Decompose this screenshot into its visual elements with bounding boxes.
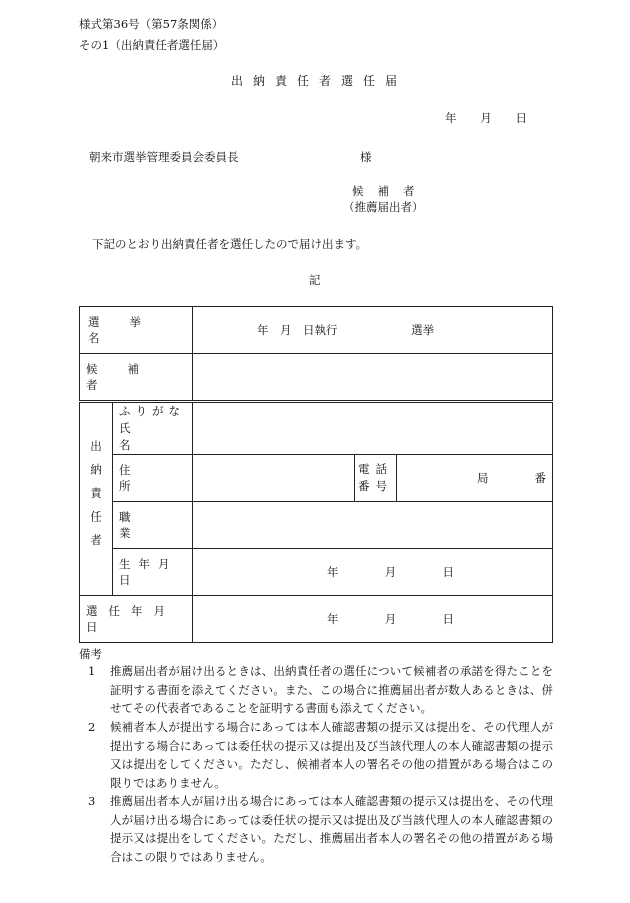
address-value-cell[interactable] bbox=[193, 455, 355, 502]
furigana-label: ふりがな bbox=[119, 404, 185, 418]
notes-heading: 備考 bbox=[79, 647, 102, 661]
birth-day: 日 bbox=[442, 565, 454, 579]
phone-ban: 番 bbox=[534, 471, 546, 485]
appointment-day: 日 bbox=[442, 612, 454, 626]
name-value-cell[interactable] bbox=[193, 402, 553, 455]
row-name bbox=[80, 402, 553, 455]
form-number: 様式第36号（第57条関係） bbox=[79, 17, 224, 31]
note-text: 候補者本人が提出する場合にあっては本人確認書類の提示又は提出を、その代理人が提出する場合にあっては委任状の提示又は提出及び当該代理人の本人確認書類の提示又は提出をしてください。ただし、候補者本人の署名その他の措置がある場合はこの限りではありません。 bbox=[110, 720, 553, 790]
appointment-label-cell bbox=[80, 596, 193, 643]
row-birth bbox=[80, 549, 553, 596]
birth-value-cell[interactable] bbox=[193, 549, 553, 596]
date-year: 年 bbox=[445, 111, 457, 125]
election-suffix: 選挙 bbox=[411, 323, 435, 337]
birth-label: 生年月日 bbox=[119, 557, 178, 587]
treasurer-group-cell bbox=[80, 402, 113, 596]
occupation-label: 職業 bbox=[119, 510, 159, 540]
note-text: 推薦届出者本人が届け出る場合にあっては本人確認書類の提示又は提出を、その代理人が届け出る場合にあっては委任状の提示又は提出及び当該代理人の本人確認書類の提示又は提出をしてください。ただし、推薦届出者本人の署名その他の措置がある場合はこの限りではありません。 bbox=[110, 794, 553, 864]
phone-value-cell[interactable] bbox=[397, 455, 553, 502]
ki-label: 記 bbox=[309, 273, 321, 287]
note-item-2 bbox=[88, 718, 553, 792]
name-label: 氏名 bbox=[119, 421, 167, 452]
birth-month: 月 bbox=[384, 565, 397, 579]
election-value-cell[interactable] bbox=[193, 307, 553, 354]
birth-year: 年 bbox=[327, 565, 339, 579]
occupation-label-cell bbox=[113, 502, 193, 549]
date-month: 月 bbox=[480, 111, 492, 125]
row-appointment bbox=[80, 596, 553, 643]
date-line bbox=[445, 110, 527, 126]
address-label-cell bbox=[113, 455, 193, 502]
birth-label-cell bbox=[113, 549, 193, 596]
intro-text: 下記のとおり出納責任者を選任したので届け出ます。 bbox=[92, 237, 368, 251]
page-title: 出納責任者選任届 bbox=[231, 74, 408, 88]
row-occupation bbox=[80, 502, 553, 549]
note-number: 2 bbox=[88, 720, 96, 734]
appointment-month: 月 bbox=[384, 612, 397, 626]
name-label-cell bbox=[113, 402, 193, 455]
note-number: 1 bbox=[88, 664, 96, 678]
row-election bbox=[80, 307, 553, 354]
note-item-3 bbox=[88, 792, 553, 866]
note-item-1 bbox=[88, 662, 553, 718]
note-text: 推薦届出者が届け出るときは、出納責任者の選任について候補者の承諾を得たことを証明する書面を添えてください。また、この場合に推薦届出者が数人あるときは、併せてその代表者であることを証明する書面も添えてください。 bbox=[110, 664, 553, 715]
addressee-name: 朝来市選挙管理委員会委員長 bbox=[89, 150, 239, 164]
candidate-label-cell bbox=[80, 354, 193, 402]
address-label: 住所 bbox=[119, 463, 167, 493]
candidate-label: 候補者 bbox=[86, 362, 169, 392]
phone-label-2: 番号 bbox=[358, 479, 393, 493]
election-label-cell bbox=[80, 307, 193, 354]
phone-label-1: 電話 bbox=[358, 462, 393, 476]
row-candidate bbox=[80, 354, 553, 402]
election-label: 選挙名 bbox=[88, 315, 171, 345]
form-subtitle: その1（出納責任者選任届） bbox=[79, 38, 225, 52]
submitter-label: 候補者 bbox=[352, 184, 429, 198]
date-day: 日 bbox=[515, 111, 527, 125]
phone-kyoku: 局 bbox=[477, 471, 489, 485]
candidate-value-cell[interactable] bbox=[193, 354, 553, 402]
submitter-note: （推薦届出者） bbox=[343, 200, 424, 214]
row-address bbox=[80, 455, 553, 502]
note-number: 3 bbox=[88, 794, 96, 808]
treasurer-form-table bbox=[79, 306, 553, 643]
election-date: 年 月 日執行 bbox=[257, 323, 338, 337]
treasurer-group-label: 出納責任者 bbox=[89, 440, 103, 558]
addressee-honorific: 様 bbox=[360, 150, 372, 164]
phone-label-cell bbox=[355, 455, 397, 502]
appointment-label: 選任年月日 bbox=[86, 604, 176, 634]
appointment-year: 年 bbox=[327, 612, 339, 626]
appointment-value-cell[interactable] bbox=[193, 596, 553, 643]
occupation-value-cell[interactable] bbox=[193, 502, 553, 549]
